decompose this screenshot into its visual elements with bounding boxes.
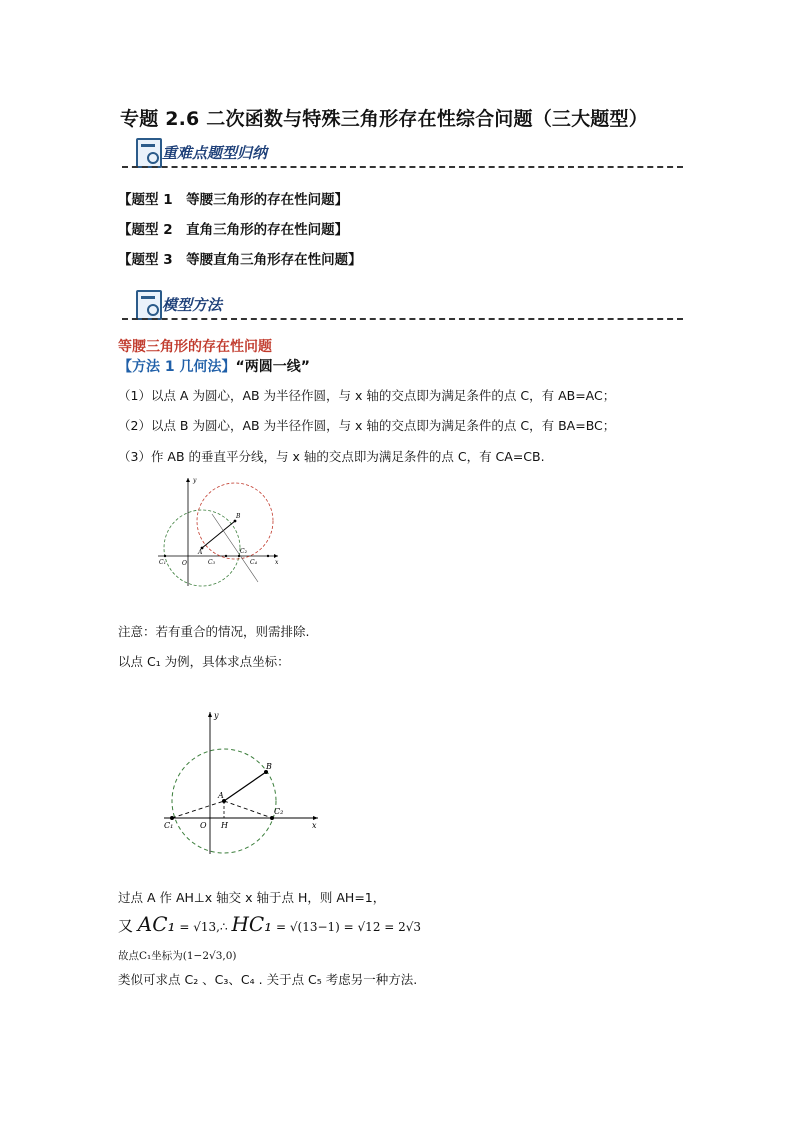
label-h: H [221, 821, 228, 830]
label-c2: C₂ [240, 548, 247, 555]
segment-ab [224, 772, 266, 801]
x-axis-arrow [313, 816, 318, 820]
section-tag: 模型方法 [162, 296, 223, 314]
figure-two-circles-one-line [150, 474, 285, 589]
point-c1 [170, 816, 174, 820]
label-y: y [193, 477, 197, 484]
label-a: A [198, 549, 203, 556]
label-o: O [200, 821, 207, 830]
label-c1: C₁ [164, 821, 174, 830]
type-item-3: 【题型 3 等腰直角三角形存在性问题】 [118, 252, 362, 268]
label-x: x [312, 821, 317, 830]
label-c4: C₄ [250, 559, 257, 566]
math-ac1: AC₁ [137, 912, 176, 936]
label-a: A [218, 791, 224, 800]
math-ac1-value: = √13,∴ [175, 920, 232, 934]
section-header-model-method [118, 290, 683, 330]
solution-prefix: 又 [118, 917, 134, 935]
page-title: 专题 2.6 二次函数与特殊三角形存在性综合问题（三大题型） [120, 108, 648, 130]
solution-line-2 [118, 912, 421, 936]
figure-example-c1 [160, 708, 325, 858]
document-icon [136, 138, 162, 168]
math-hc1: HC₁ [231, 912, 273, 936]
solution-line-3: 故点C₁坐标为(1−2√3,0) [118, 950, 237, 962]
document-icon [136, 290, 162, 320]
section-header-key-types [118, 138, 683, 178]
method-bracket: 【方法 1 几何法】 [118, 359, 236, 375]
label-c1: C₁ [159, 559, 166, 566]
step-3: （3）作 AB 的垂直平分线，与 x 轴的交点即为满足条件的点 C，有 CA=CB. [118, 449, 545, 464]
label-y: y [214, 711, 219, 720]
dashed-divider [122, 166, 683, 168]
label-x: x [275, 559, 279, 566]
x-axis-arrow [274, 554, 278, 558]
type-item-2: 【题型 2 直角三角形的存在性问题】 [118, 222, 349, 238]
example-line: 以点 C₁ 为例，具体求点坐标： [118, 654, 290, 669]
note: 注意：若有重合的情况，则需排除. [118, 624, 310, 639]
step-1: （1）以点 A 为圆心，AB 为半径作圆，与 x 轴的交点即为满足条件的点 C，有 AB=AC； [118, 388, 616, 403]
segment-ac1 [172, 801, 224, 818]
segment-ab [202, 521, 235, 548]
dashed-divider [122, 318, 683, 320]
label-b: B [236, 513, 241, 520]
label-c3: C₃ [208, 559, 215, 566]
solution-line-4: 类似可求点 C₂ 、C₃、C₄ . 关于点 C₅ 考虑另一种方法. [118, 972, 418, 987]
section-tag: 重难点题型归纳 [162, 144, 268, 162]
label-c2: C₂ [274, 807, 284, 816]
y-axis-arrow [208, 712, 212, 717]
step-2: （2）以点 B 为圆心，AB 为半径作圆，与 x 轴的交点即为满足条件的点 C，有 BA=BC； [118, 418, 616, 433]
y-axis-arrow [186, 478, 190, 482]
perp-bisector [212, 514, 258, 582]
point-b [234, 520, 237, 523]
label-o: O [182, 560, 187, 567]
segment-ac2 [224, 801, 272, 818]
solution-line-1: 过点 A 作 AH⊥x 轴交 x 轴于点 H，则 AH=1， [118, 890, 386, 905]
point-c2 [270, 816, 274, 820]
type-item-1: 【题型 1 等腰三角形的存在性问题】 [118, 192, 349, 208]
math-hc1-value: = √(13−1) = √12 = 2√3 [272, 920, 422, 934]
subheading: 等腰三角形的存在性问题 [118, 339, 272, 355]
method-quote: “两圆一线” [235, 359, 310, 375]
label-b: B [266, 762, 272, 771]
method-heading [118, 356, 310, 376]
